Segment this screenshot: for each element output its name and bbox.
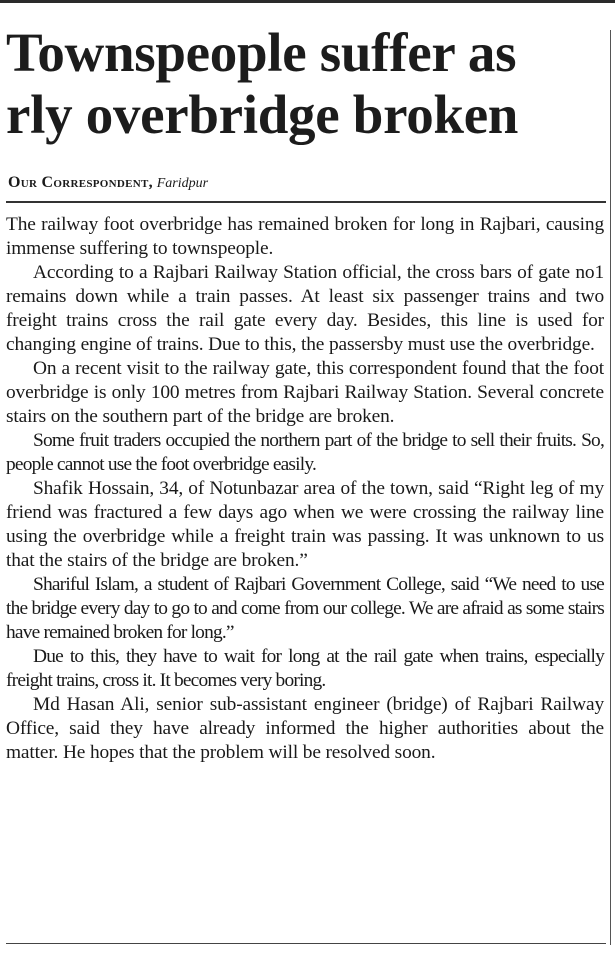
byline-rule xyxy=(6,201,606,203)
paragraph-1: The railway foot overbridge has remained broken for long in Rajbari, causing immense suffering to townspeople. xyxy=(6,214,604,259)
paragraph-8: Md Hasan Ali, senior sub-assistant engineer (bridge) of Rajbari Railway Office, said they have already informed the higher authorities about the matter. He hopes that the problem will be resolved soon. xyxy=(6,694,604,763)
paragraph-5: Shafik Hossain, 34, of Notunbazar area of the town, said “Right leg of my friend was fractured a few days ago when we were crossing the railway line using the overbridge while a freight train was passing. It was unknown to us that the stairs of the bridge are broken.” xyxy=(6,478,604,571)
paragraph-4: Some fruit traders occupied the northern part of the bridge to sell their fruits. So, people cannot use the foot overbridge easily. xyxy=(6,430,604,475)
byline-author: Our Correspondent, xyxy=(8,174,153,191)
headline-line-1: Townspeople suffer as xyxy=(6,22,517,83)
paragraph-6: Shariful Islam, a student of Rajbari Government College, said “We need to use the bridge every day to go to and come from our college. We are afraid as some stairs have remained broken for long.” xyxy=(6,574,604,643)
top-rule xyxy=(0,0,615,3)
headline-line-2: rly overbridge broken xyxy=(6,84,519,145)
byline-location: Faridpur xyxy=(156,176,209,191)
paragraph-7: Due to this, they have to wait for long at the rail gate when trains, especially freight trains, cross it. It becomes very boring. xyxy=(6,646,604,691)
byline xyxy=(8,173,208,194)
article-body xyxy=(6,213,604,765)
bottom-rule xyxy=(6,943,606,944)
headline xyxy=(6,22,606,146)
column-divider xyxy=(610,30,611,945)
paragraph-2: According to a Rajbari Railway Station official, the cross bars of gate no1 remains down while a train passes. At least six passenger trains and two freight trains cross the rail gate every day. Besides, this line is used for changing engine of trains. Due to this, the passersby must use the overbridge. xyxy=(6,262,604,355)
paragraph-3: On a recent visit to the railway gate, this correspondent found that the foot overbridge is only 100 metres from Rajbari Railway Station. Several concrete stairs on the southern part of the bridge are broken. xyxy=(6,358,604,427)
